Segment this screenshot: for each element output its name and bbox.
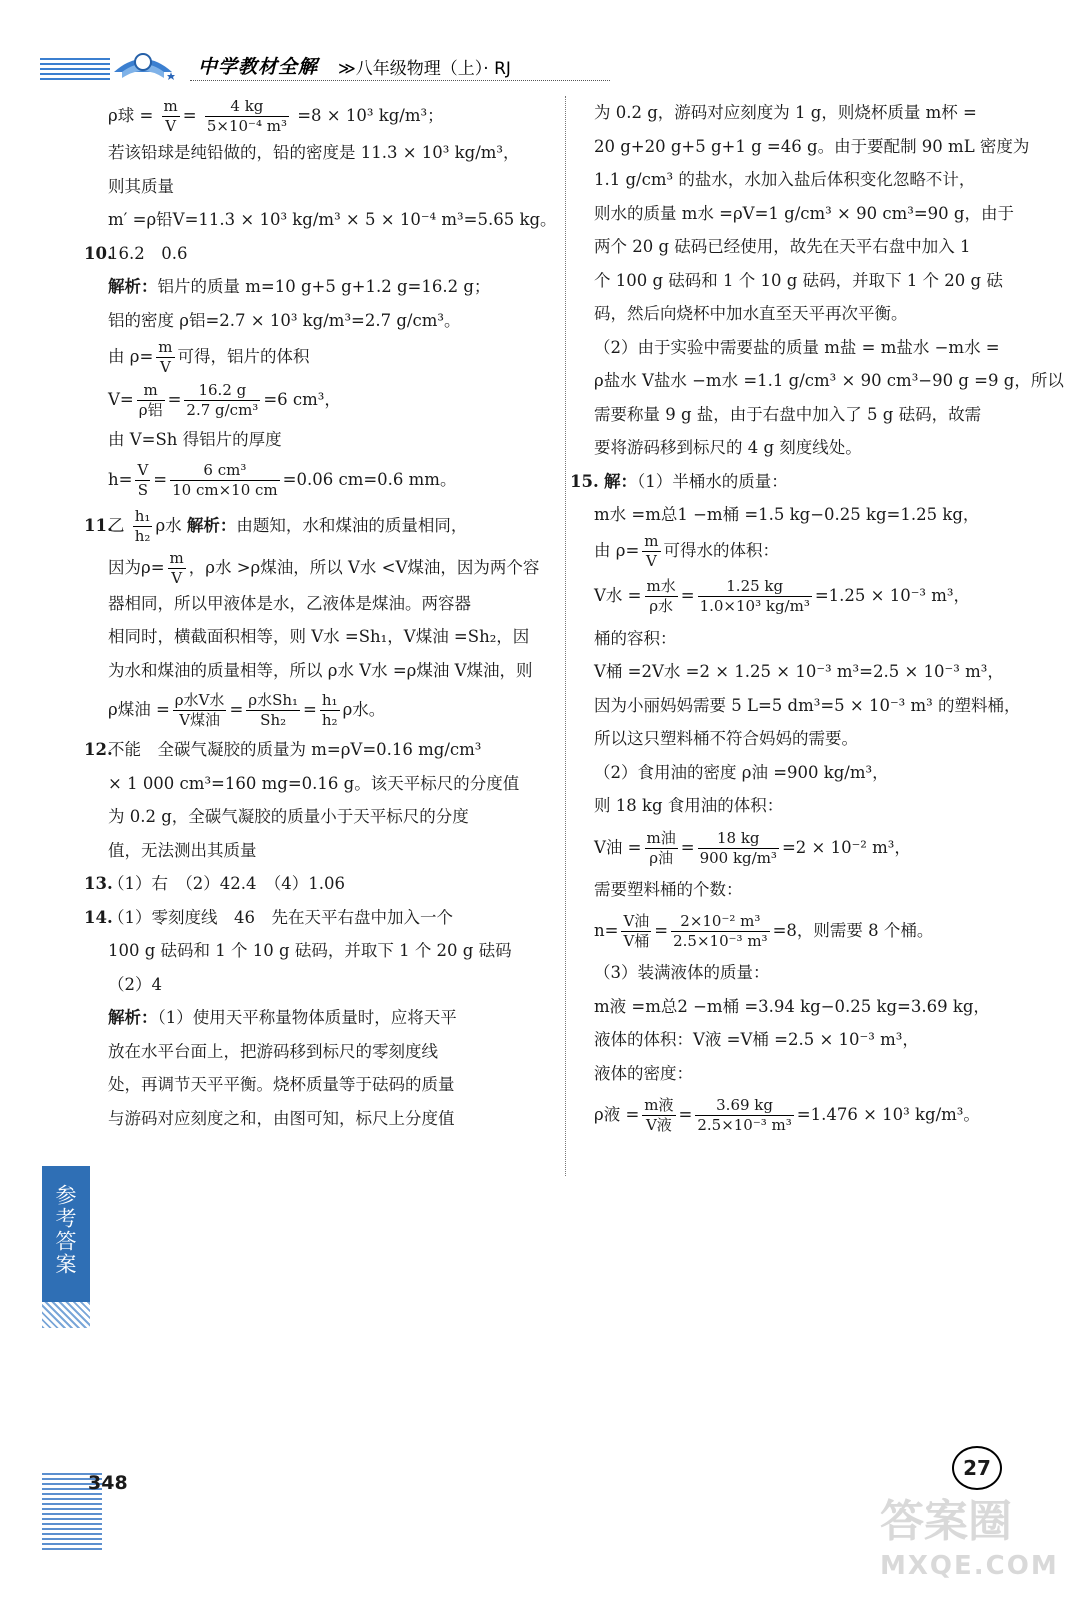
answer-12: 12.不能 全碳气凝胶的质量为 m=ρV=0.16 mg/cm³ (84, 740, 482, 759)
answer-11: 11.乙 $\frac{\text{h₁}}{\text{h₂}}$ ρ水 解析：由题知，水和煤油的质量相同， (84, 506, 468, 545)
answer-13: 13.（1）右 （2）42.4 （4）1.06 (84, 874, 345, 893)
text-line: 要将游码移到标尺的 4 g 刻度线处。 (594, 438, 862, 457)
text-line: 则其质量 (108, 176, 174, 196)
book-logo-icon (110, 42, 176, 86)
text-line: 因为ρ= $\frac{m}{V}$ ，ρ水 >ρ煤油，所以 V水 <V煤油，因为两个容 (108, 548, 540, 587)
text-line: 解析：（1）使用天平称量物体质量时，应将天平 (108, 1008, 457, 1027)
text-line: m′ =ρ铅V=11.3 × 10³ kg/m³ × 5 × 10⁻⁴ m³=5.65 kg。 (108, 210, 557, 229)
text-line: 所以这只塑料桶不符合妈妈的需要。 (594, 729, 858, 748)
text-line: （2）由于实验中需要盐的质量 m盐 = m盐水 −m水 = (594, 337, 1000, 357)
eq-liquid-density: ρ液 = $\frac{\text{m液}}{\text{V液}}$ = $\frac{3.69 kg}{\text{2.5×10⁻³ m³}}$ =1.476 × 10³ kg/m³。 (594, 1096, 980, 1134)
answer-10: 10.16.2 0.6 (84, 243, 188, 263)
text-line: 需要称量 9 g 盐，由于右盘中加入了 5 g 砝码，故需 (594, 404, 982, 424)
text-line: 放在水平台面上，把游码移到标尺的零刻度线 (108, 1041, 438, 1061)
text-line: 若该铅球是纯铅做的，铅的密度是 11.3 × 10³ kg/m³， (108, 143, 520, 162)
eq-bucket-count: n= $\frac{\text{V油}}{\text{V桶}}$ = $\frac{\text{2×10⁻² m³}}{\text{2.5×10⁻³ m³}}$ =8，则需要 8 个桶。 (594, 912, 934, 950)
header-rule (190, 80, 610, 81)
text-line: 两个 20 g 砝码已经使用，故先在天平右盘中加入 1 (594, 237, 971, 256)
text-line: 码，然后向烧杯中加水直至天平再次平衡。 (594, 304, 908, 323)
book-page-number: 348 (88, 1472, 128, 1494)
text-line: 解析：铝片的质量 m=10 g+5 g+1.2 g=16.2 g； (108, 277, 491, 296)
text-line: V桶 =2V水 =2 × 1.25 × 10⁻³ m³=2.5 × 10⁻³ m³， (594, 662, 1004, 681)
answer-14: 14.（1）零刻度线 46 先在天平右盘中加入一个 (84, 907, 453, 927)
text-line: （2）食用油的密度 ρ油 =900 kg/m³， (594, 762, 889, 782)
eq-thickness: h= $\frac{V}{S}$ = $\frac{\text{6 cm³}}{10 cm\times 10 cm}$ =0.06 cm=0.6 mm。 (108, 460, 457, 499)
eq-rho-oil: ρ煤油 = $\frac{\text{ρ水V水}}{\text{V煤油}}$ = $\frac{\text{ρ水Sh₁}}{\text{Sh₂}}$ = $\frac{\text{h₁}}{\text{h₂}}$ ρ水。 (108, 691, 386, 729)
book-title: 中学教材全解 (198, 56, 319, 78)
section-page-number: 27 (952, 1446, 1002, 1490)
column-divider (565, 96, 566, 1176)
eq-volume-al: V= $\frac{m}{\text{ρ铝}}$ = $\frac{16.2 g}{\text{2.7 g/cm³}}$ =6 cm³， (108, 381, 341, 419)
text-line: 因为小丽妈妈需要 5 L=5 dm³=5 × 10⁻³ m³ 的塑料桶， (594, 695, 1021, 715)
reference-answer-tab (42, 1166, 90, 1302)
text-line: 为水和煤油的质量相等，所以 ρ水 V水 =ρ煤油 V煤油，则 (108, 660, 533, 680)
text-line: 液体的密度： (594, 1063, 693, 1083)
text-line: 1.1 g/cm³ 的盐水，水加入盐后体积变化忽略不计， (594, 170, 976, 189)
eq-oil-volume: V油 = $\frac{\text{m油}}{\text{ρ油}}$ = $\frac{18 kg}{\text{900 kg/m³}}$ =2 × 10⁻² m³， (594, 828, 911, 867)
text-line: 液体的体积：V液 =V桶 =2.5 × 10⁻³ m³， (594, 1030, 919, 1049)
book-subtitle: ≫八年级物理（上）· RJ (338, 59, 511, 79)
text-line: 则 18 kg 食用油的体积： (594, 796, 784, 815)
text-line: 由 ρ= $\frac{m}{V}$ 可得水的体积： (594, 531, 780, 570)
text-line: 铝的密度 ρ铝=2.7 × 10³ kg/m³=2.7 g/cm³。 (108, 310, 461, 330)
left-column (84, 96, 557, 1135)
text-line: 值，无法测出其质量 (108, 840, 257, 860)
text-line: 由 ρ= $\frac{m}{V}$ 可得，铝片的体积 (108, 338, 310, 376)
text-line: 100 g 砝码和 1 个 10 g 砝码，并取下 1 个 20 g 砝码 (108, 941, 512, 960)
text-line: 个 100 g 砝码和 1 个 10 g 砝码，并取下 1 个 20 g 砝 (594, 270, 1003, 290)
text-line: 器相同，所以甲液体是水，乙液体是煤油。两容器 (108, 593, 471, 613)
text-line: m水 =m总1 −m桶 =1.5 kg−0.25 kg=1.25 kg， (594, 505, 980, 524)
eq-water-volume: V水 = $\frac{\text{m水}}{\text{ρ水}}$ = $\frac{1.25 kg}{\text{1.0×10³ kg/m³}}$ =1.25 × 10⁻³ m³， (594, 576, 971, 615)
header-stripes-decoration (40, 56, 110, 80)
text-line: （3）装满液体的质量： (594, 963, 770, 982)
text-line: ρ盐水 V盐水 −m水 =1.1 g/cm³ × 90 cm³−90 g =9 g，所以 (594, 371, 1064, 390)
text-line: 则水的质量 m水 =ρV=1 g/cm³ × 90 cm³=90 g，由于 (594, 203, 1014, 223)
text-line: 20 g+20 g+5 g+1 g =46 g。由于要配制 90 mL 密度为 (594, 136, 1030, 156)
text-line: m液 =m总2 −m桶 =3.94 kg−0.25 kg=3.69 kg， (594, 996, 990, 1016)
text-line: 需要塑料桶的个数： (594, 879, 743, 899)
text-line: × 1 000 cm³=160 mg=0.16 g。该天平标尺的分度值 (108, 773, 520, 793)
text-line: 为 0.2 g，全碳气凝胶的质量小于天平标尺的分度 (108, 807, 469, 826)
right-column (570, 96, 1064, 1140)
text-line: 与游码对应刻度之和，由图可知，标尺上分度值 (108, 1108, 455, 1128)
answer-15: 15. 解：（1）半桶水的质量： (570, 471, 788, 491)
text-line: 桶的容积： (594, 628, 677, 648)
text-line: 为 0.2 g，游码对应刻度为 1 g，则烧杯质量 m杯 = (594, 103, 977, 122)
text-line: 相同时，横截面积相等，则 V水 =Sh₁，V煤油 =Sh₂，因 (108, 627, 530, 646)
eq-rho-ball: ρ球 = $\frac{m}{V}$ = $\frac{4 kg}{\text{5×10⁻⁴ m³}}$ =8 × 10³ kg/m³； (108, 97, 444, 135)
text-line: （2）4 (108, 974, 162, 994)
reference-answer-label: 参考答案 (53, 1184, 77, 1276)
watermark: 答案圈 MXQE.COM (880, 1496, 1059, 1581)
text-line: 处，再调节天平平衡。烧杯质量等于砝码的质量 (108, 1075, 455, 1094)
text-line: 由 V=Sh 得铝片的厚度 (108, 430, 282, 449)
page-header (40, 40, 580, 90)
tab-stripe-decoration (42, 1302, 90, 1328)
